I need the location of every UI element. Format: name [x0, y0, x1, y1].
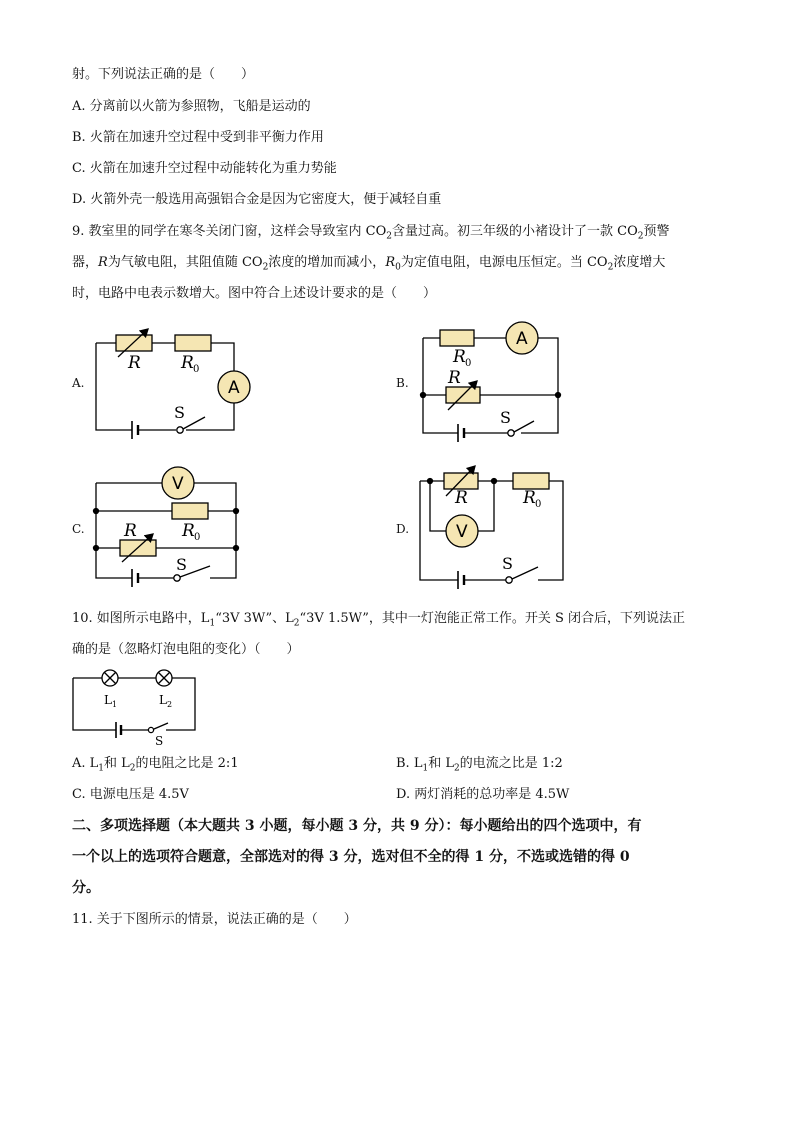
lamp-l1-sub: 1 — [112, 700, 118, 709]
circuit-a-r0-sub: 0 — [193, 364, 200, 375]
circuit-a-switch-label: S — [174, 403, 185, 422]
q10-circuit — [73, 670, 195, 738]
circuit-b-r0-sub: 0 — [465, 358, 472, 369]
q11-stem: 11. 关于下图所示的情景，说法正确的是（ ） — [72, 912, 357, 927]
q9-label-c: C. — [72, 522, 85, 536]
q10-switch-label: S — [155, 734, 164, 748]
circuit-b-ammeter-label: A — [516, 329, 528, 349]
q10-stem-line2: 确的是（忽略灯泡电阻的变化）（ ） — [72, 642, 300, 657]
q9-label-b: B. — [396, 376, 409, 390]
circuit-d — [420, 466, 563, 589]
circuit-d-voltmeter-label: V — [456, 522, 468, 542]
circuit-c — [94, 467, 239, 587]
circuit-d-r0-sub: 0 — [535, 499, 542, 510]
q9-label-a: A. — [72, 376, 85, 390]
q8-option-a: A. 分离前以火箭为参照物，飞船是运动的 — [72, 99, 311, 114]
circuit-a-ammeter-label: A — [228, 378, 240, 398]
circuit-c-r-label: R — [124, 521, 137, 541]
circuit-b-fixed-resistor — [440, 330, 474, 346]
q8-stem-end: 射。下列说法正确的是（ ） — [72, 67, 255, 82]
circuit-d-fixed-resistor — [513, 473, 549, 489]
circuit-b-switch-label: S — [500, 408, 511, 427]
q8-option-c: C. 火箭在加速升空过程中动能转化为重力势能 — [72, 161, 337, 176]
q10-option-a: A. $L_1$和 $L_2$的电阻之比是 2:1 — [72, 756, 239, 774]
q9-stem-line2: 器，R为气敏电阻，其阻值随 $CO_2$浓度的增加而减小，$R_0$为定值电阻，电源电压恒定。当 $CO_2$浓度增大 — [72, 255, 666, 273]
circuit-b — [421, 322, 561, 442]
lamp-l2-label: L — [159, 693, 167, 707]
q9-stem-line3: 时，电路中电表示数增大。图中符合上述设计要求的是（ ） — [72, 286, 437, 301]
circuit-c-r0-label: R — [182, 521, 195, 541]
lamp-l2-sub: 2 — [167, 700, 173, 709]
circuit-a-variable-resistor — [116, 335, 152, 351]
circuit-d-r0-label: R — [523, 488, 536, 508]
circuit-c-r0-sub: 0 — [194, 532, 201, 543]
section2-line1: 二、多项选择题（本大题共 3 小题，每小题 3 分，共 9 分）：每小题给出的四个选项中，有 — [72, 818, 642, 834]
q8-option-b: B. 火箭在加速升空过程中受到非平衡力作用 — [72, 130, 324, 145]
circuit-d-switch-label: S — [502, 554, 513, 573]
section2-line3: 分。 — [72, 880, 100, 896]
circuit-c-fixed-resistor — [172, 503, 208, 519]
circuit-d-r-label: R — [455, 488, 468, 508]
circuit-b-r-label: R — [448, 368, 461, 388]
q9-label-d: D. — [396, 522, 410, 536]
circuit-a-r-label: R — [128, 353, 141, 373]
q8-option-d: D. 火箭外壳一般选用高强铝合金是因为它密度大，便于减轻自重 — [72, 192, 442, 207]
circuit-a-fixed-resistor — [175, 335, 211, 351]
q10-stem-line1: 10. 如图所示电路中，$L_1“3V$ 3W”、$L_2“3V$ 1.5W”，其中一灯泡能正常工作。开关 S 闭合后，下列说法正 — [72, 611, 686, 629]
q10-option-c: C. 电源电压是 4.5V — [72, 787, 189, 802]
q10-option-b: B. $L_1$和 $L_2$的电流之比是 1:2 — [396, 756, 563, 774]
circuit-c-voltmeter-label: V — [172, 474, 184, 494]
q9-stem-line1: 9. 教室里的同学在寒冬关闭门窗，这样会导致室内 $CO_2$含量过高。初三年级的小褚设计了一款 $CO_2$预警 — [72, 224, 670, 242]
section2-line2: 一个以上的选项符合题意，全部选对的得 3 分，选对但不全的得 1 分，不选或选错的得 0 — [72, 849, 630, 865]
circuit-a-r0-label: R — [181, 353, 194, 373]
q10-option-d: D. 两灯消耗的总功率是 4.5W — [396, 787, 570, 802]
lamp-l1-label: L — [104, 693, 112, 707]
circuit-c-switch-label: S — [176, 555, 187, 574]
circuit-b-r0-label: R — [453, 347, 466, 367]
circuit-a — [96, 329, 250, 439]
